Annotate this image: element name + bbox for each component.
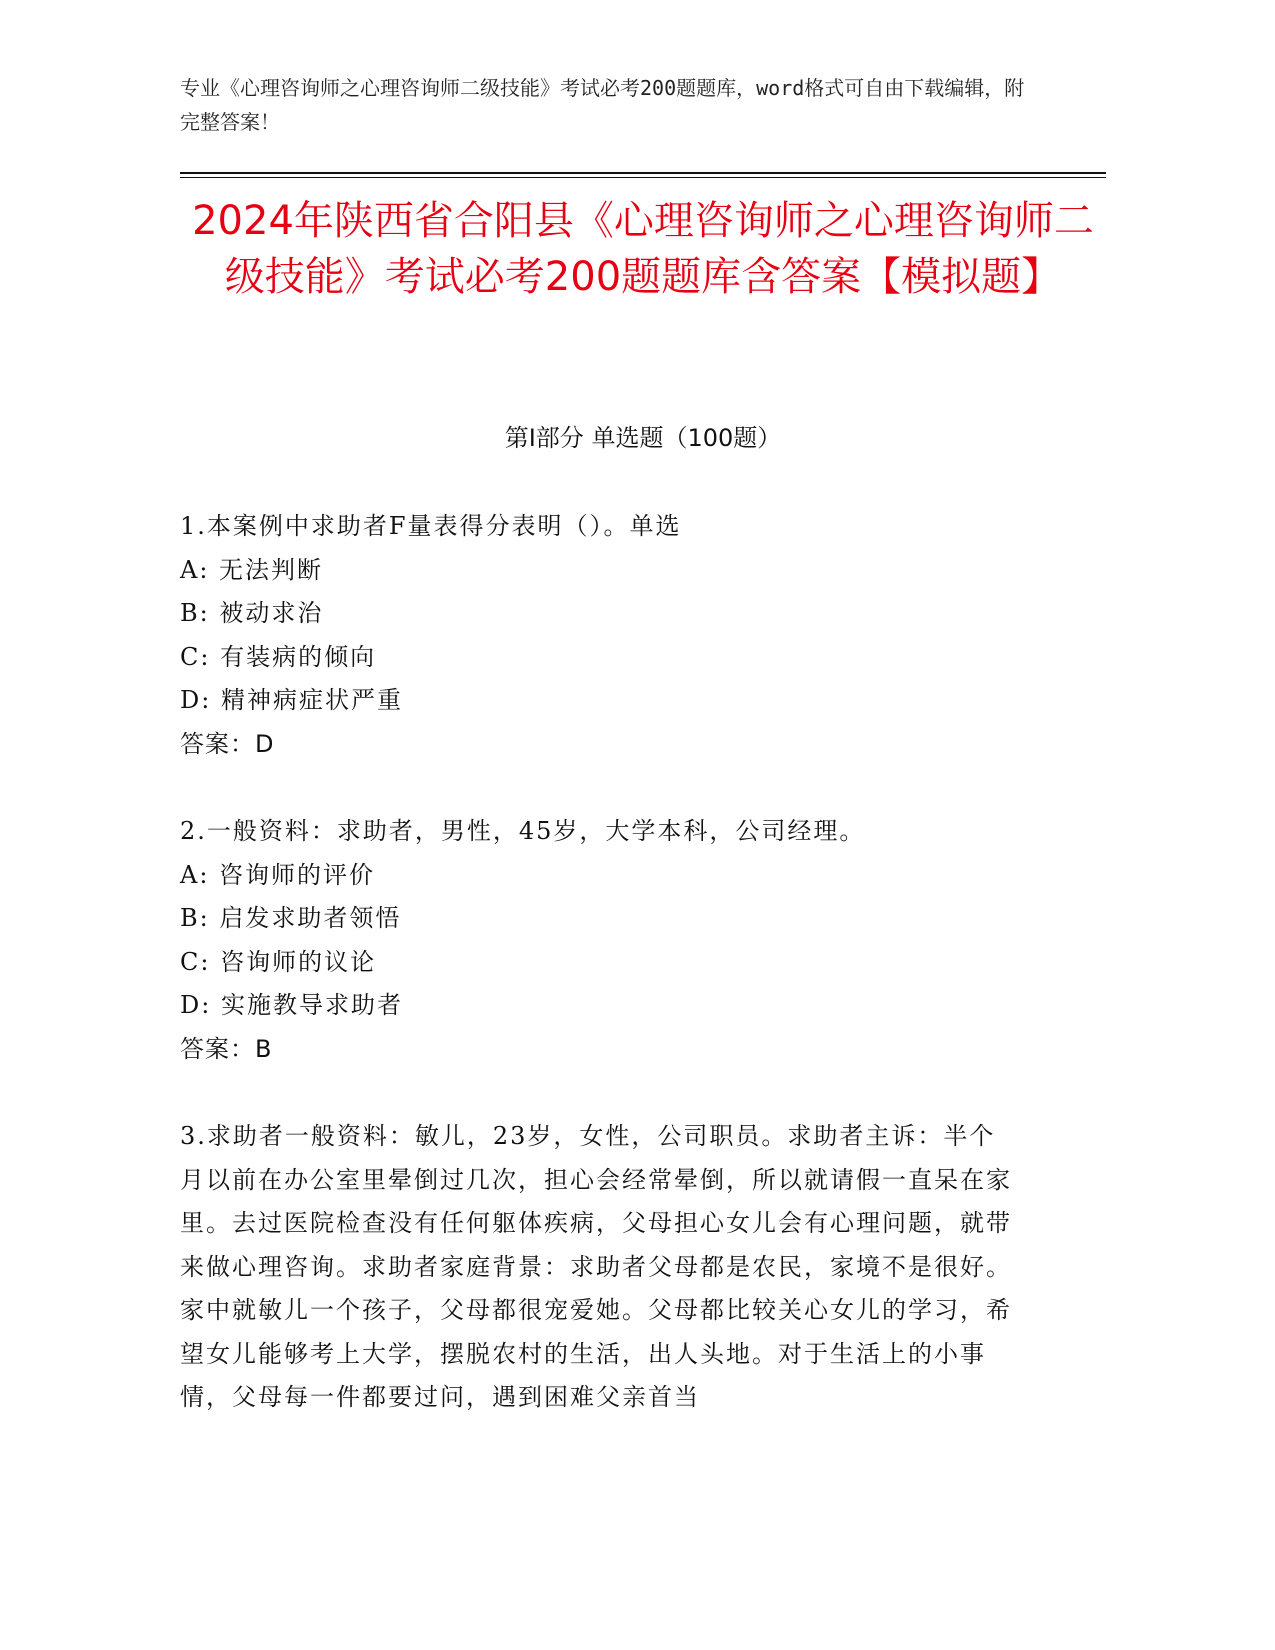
header-rule-thin — [180, 177, 1106, 178]
option-d: D: 实施教导求助者 — [180, 991, 403, 1019]
option-b: B: 被动求治 — [180, 599, 324, 627]
option-c: C: 咨询师的议论 — [180, 947, 377, 976]
document-title: 2024年陕西省合阳县《心理咨询师之心理咨询师二级技能》考试必考200题题库含答案【模拟题】 — [192, 198, 1094, 300]
option-a: A: 咨询师的评价 — [180, 860, 376, 889]
answer-line: 答案：B — [180, 1034, 273, 1063]
option-c: C: 有装病的倾向 — [180, 642, 377, 671]
option-a: A: 无法判断 — [180, 555, 324, 584]
option-b: B: 启发求助者领悟 — [180, 904, 402, 932]
question-stem: 2.一般资料：求助者，男性，45岁，大学本科，公司经理。 — [180, 817, 866, 845]
question-stem: 1.本案例中求助者F量表得分表明（）。单选 — [180, 512, 682, 540]
header-rule-thick — [180, 172, 1106, 174]
question-2 — [180, 810, 1106, 1071]
header-note: 专业《心理咨询师之心理咨询师二级技能》考试必考200题题库，word格式可自由下载编辑，附完整答案！ — [180, 76, 1025, 134]
question-3 — [180, 1115, 1106, 1420]
option-d: D: 精神病症状严重 — [180, 686, 403, 714]
answer-line: 答案：D — [180, 729, 275, 758]
section-heading: 第I部分 单选题（100题） — [504, 424, 782, 452]
question-stem: 3.求助者一般资料：敏儿，23岁，女性，公司职员。求助者主诉：半个月以前在办公室里晕倒过几次，担心会经常晕倒，所以就请假一直呆在家里。去过医院检查没有任何躯体疾病，父母担心女儿会有心理问题，就带来做心理咨询。求助者家庭背景：求助者父母都是农民，家境不是很好。家中就敏儿一个孩子，父母都很宠爱她。父母都比较关心女儿的学习，希望女儿能够考上大学，摆脱农村的生活，出人头地。对于生活上的小事情，父母每一件都要过问，遇到困难父亲首当 — [180, 1122, 1012, 1411]
question-1 — [180, 505, 1106, 766]
